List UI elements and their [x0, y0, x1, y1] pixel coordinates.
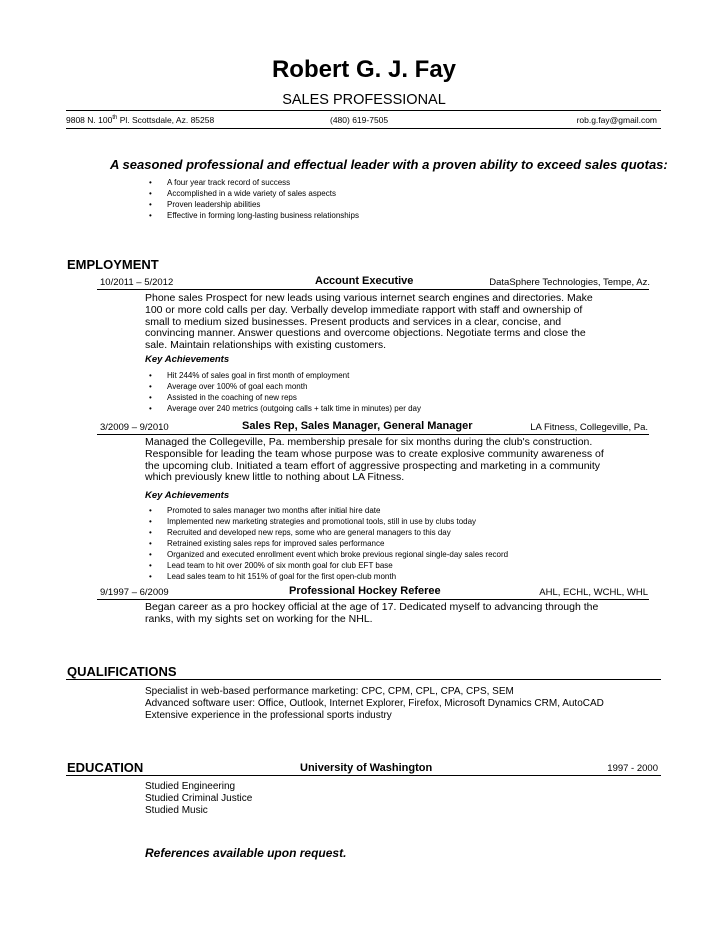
address-street: 9808 N. 100 [66, 115, 113, 125]
list-item: Studied Criminal Justice [145, 793, 253, 804]
summary-list [145, 177, 359, 221]
list-item: Advanced software user: Office, Outlook, Internet Explorer, Firefox, Microsoft Dynamics CRM, AutoCAD [145, 698, 604, 709]
list-item: • Assisted in the coaching of new reps [145, 392, 421, 403]
qualifications-heading: QUALIFICATIONS [67, 664, 177, 679]
job-dates: 3/2009 – 9/2010 [100, 422, 169, 433]
list-item: • Hit 244% of sales goal in first month of employment [145, 370, 421, 381]
list-item: • Organized and executed enrollment event which broke previous regional single-day sales record [145, 549, 508, 560]
job-description: Phone sales Prospect for new leads using various internet search engines and directories. Make 100 or more cold calls per day. Verbally develop immediate rapport with staff and ownership of small to medium sized businesses. Present products and services in a clear, concise, and convincing manner. Answer questions and overcome objections. Negotiate terms and close the sale. Maintain relationships with existing customers. [145, 292, 593, 352]
list-item: • Recruited and developed new reps, some who are general managers to this day [145, 527, 508, 538]
email: rob.g.fay@gmail.com [576, 115, 657, 125]
header-rule [66, 110, 661, 111]
contact-rule [66, 128, 661, 129]
address-city: Pl. Scottsdale, Az. 85258 [117, 115, 215, 125]
phone: (480) 619-7505 [330, 115, 389, 125]
list-item: • Proven leadership abilities [145, 199, 359, 210]
job-dates: 9/1997 – 6/2009 [100, 587, 169, 598]
qualifications-list [145, 686, 604, 722]
job-description: Managed the Collegeville, Pa. membership presale for six months during the club's construction. Responsible for leading the team whose purpose was to create explosive community awareness of the upcoming club. Initiated a team effort of aggressive prospecting and marketing in a community which previously knew little to nothing about LA Fitness. [145, 436, 604, 484]
section-rule [66, 679, 661, 680]
list-item: Specialist in web-based performance marketing: CPC, CPM, CPL, CPA, CPS, SEM [145, 686, 514, 697]
list-item: • Promoted to sales manager two months after initial hire date [145, 505, 508, 516]
employment-heading: EMPLOYMENT [67, 257, 159, 272]
resume-name: Robert G. J. Fay [271, 56, 457, 83]
list-item: • Average over 100% of goal each month [145, 381, 421, 392]
address [66, 115, 214, 125]
list-item: • Accomplished in a wide variety of sales aspects [145, 188, 359, 199]
references-note: References available upon request. [145, 846, 347, 860]
list-item: • Lead sales team to hit 151% of goal for the first open-club month [145, 571, 508, 582]
job-description: Began career as a pro hockey official at the age of 17. Dedicated myself to advancing through the ranks, with my sights set on working for the NHL. [145, 601, 599, 625]
resume-title: SALES PROFESSIONAL [282, 92, 446, 108]
list-item: Extensive experience in the professional sports industry [145, 710, 392, 721]
list-item: • Implemented new marketing strategies and promotional tools, still in use by clubs today [145, 516, 508, 527]
job-title: Professional Hockey Referee [289, 585, 441, 597]
job-rule [97, 434, 649, 435]
job-company: DataSphere Technologies, Tempe, Az. [489, 277, 650, 288]
list-item: • Lead team to hit over 200% of six month goal for club EFT base [145, 560, 508, 571]
list-item: • Average over 240 metrics (outgoing calls + talk time in minutes) per day [145, 403, 421, 414]
job-rule [97, 599, 649, 600]
job-company: LA Fitness, Collegeville, Pa. [530, 422, 648, 433]
achievements-list [145, 370, 421, 414]
education-heading: EDUCATION [67, 760, 144, 775]
list-item: • Effective in forming long-lasting business relationships [145, 210, 359, 221]
address-suffix: th [112, 115, 118, 122]
key-achievements-label: Key Achievements [145, 354, 230, 365]
job-rule [97, 289, 649, 290]
job-company: AHL, ECHL, WCHL, WHL [539, 587, 648, 598]
education-list [145, 781, 252, 817]
key-achievements-label: Key Achievements [145, 490, 230, 501]
list-item: • Retrained existing sales reps for improved sales performance [145, 538, 508, 549]
list-item: Studied Engineering [145, 781, 236, 792]
list-item: Studied Music [145, 805, 208, 816]
achievements-list [145, 505, 508, 582]
education-years: 1997 - 2000 [607, 763, 658, 774]
section-rule [66, 775, 661, 776]
school-name: University of Washington [300, 762, 433, 774]
summary-headline: A seasoned professional and effectual leader with a proven ability to exceed sales quotas: [110, 157, 668, 172]
job-dates: 10/2011 – 5/2012 [100, 277, 174, 288]
job-title: Account Executive [315, 275, 414, 287]
job-title: Sales Rep, Sales Manager, General Manager [242, 420, 473, 432]
list-item: • A four year track record of success [145, 177, 359, 188]
